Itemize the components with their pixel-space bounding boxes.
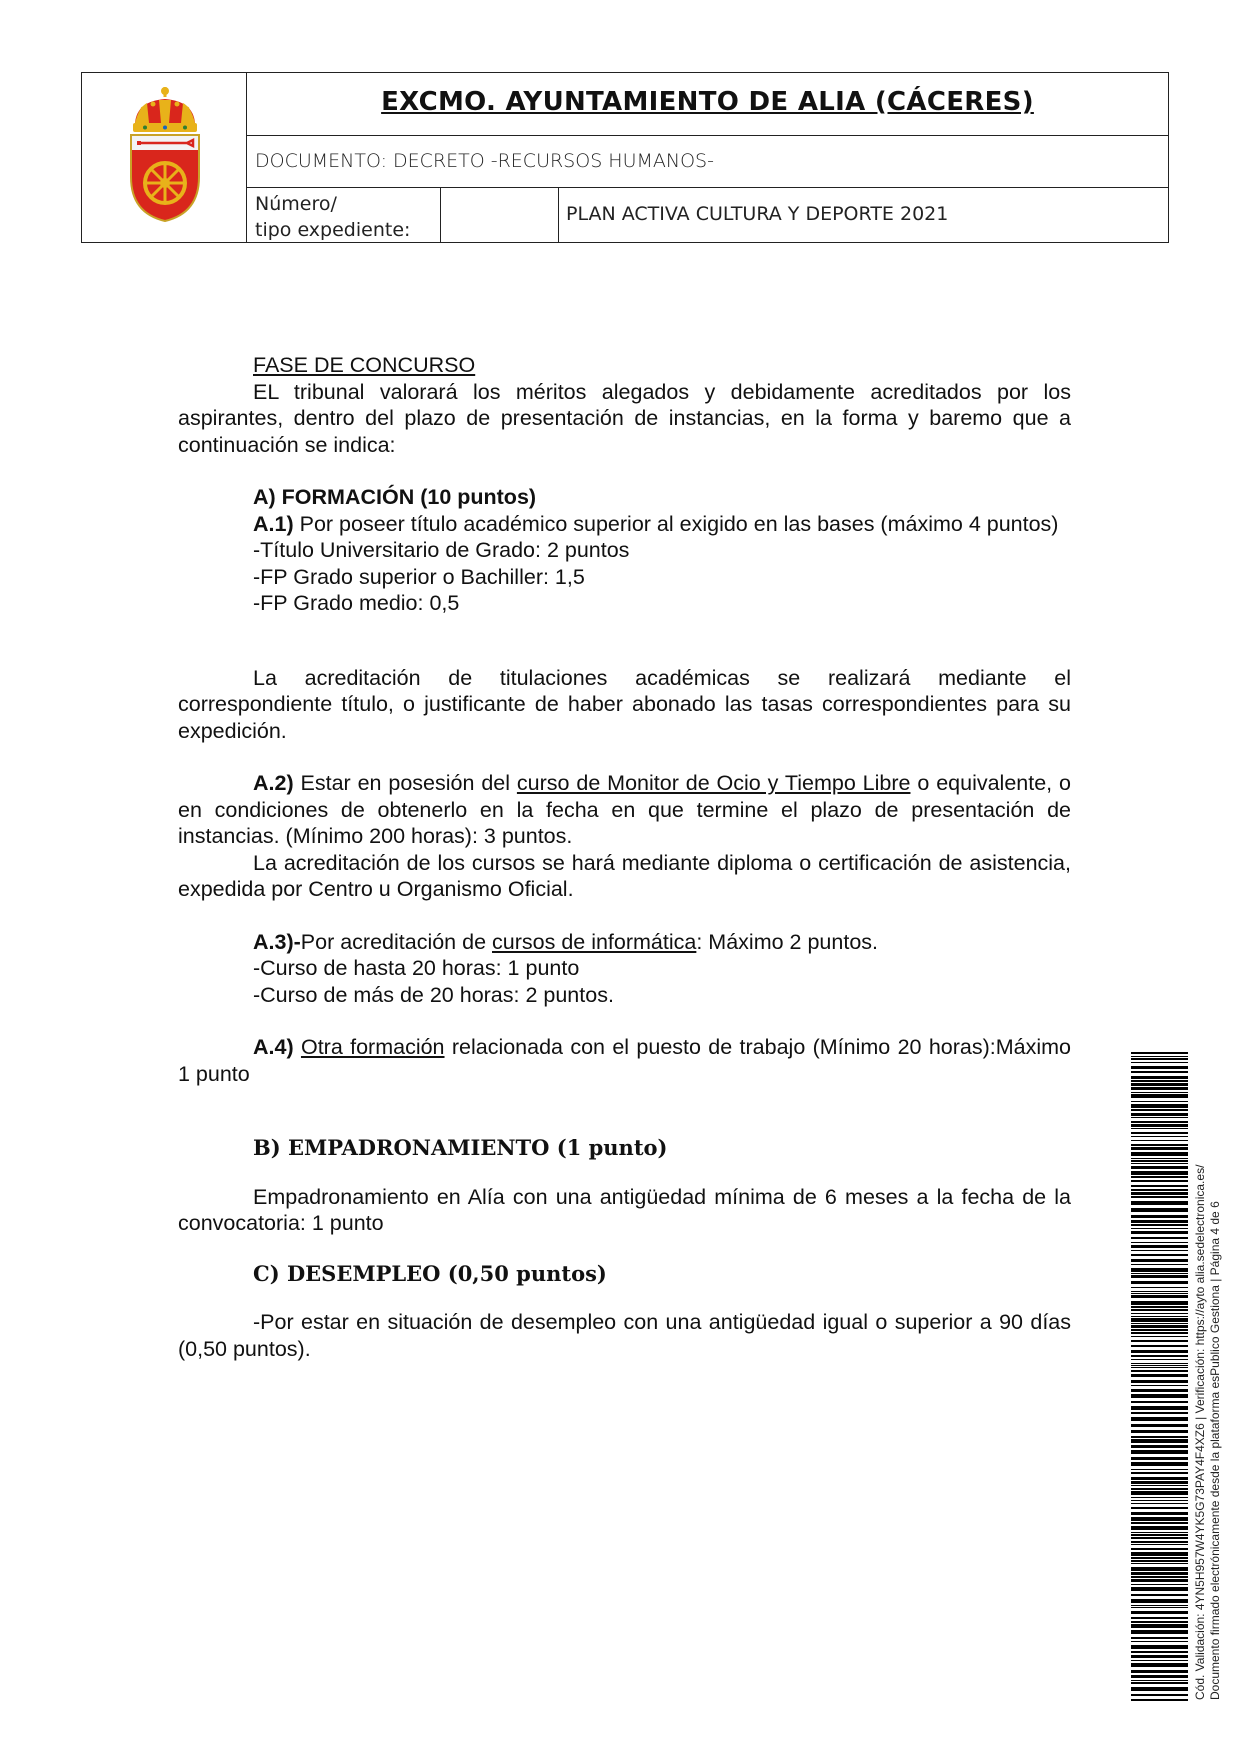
a3-paragraph: A.3)-Por acreditación de cursos de informática: Máximo 2 puntos. xyxy=(253,929,878,954)
a4-label: A.4) xyxy=(253,1035,294,1059)
fase-title: FASE DE CONCURSO xyxy=(253,353,476,377)
a3-course-name: cursos de informática xyxy=(492,929,697,954)
header-document-row xyxy=(247,136,1168,188)
document-header xyxy=(81,72,1169,243)
coat-of-arms-icon xyxy=(125,85,205,225)
a4-course-name: Otra formación xyxy=(300,1035,445,1059)
plan-name: PLAN ACTIVA CULTURA Y DEPORTE 2021 xyxy=(566,203,949,225)
a3-label: A.3)- xyxy=(253,929,301,954)
section-b-text: Empadronamiento en Alía con una antigüedad mínima de 6 meses a la fecha de la convocatoria: 1 punto xyxy=(178,1184,1071,1235)
numero-value-cell xyxy=(441,188,559,242)
validation-line-1: Cód. Validación: 4YN5H957W4YK5G73PAY4F4XZ6 | Verificación: https://ayto alia.sedelectronica.es/ xyxy=(1193,1164,1207,1700)
a2-course-name: curso de Monitor de Ocio y Tiempo Libre xyxy=(516,771,911,795)
document-type: DOCUMENTO: DECRETO -RECURSOS HUMANOS- xyxy=(255,150,714,172)
validation-text xyxy=(1193,1100,1223,1700)
logo-cell xyxy=(82,73,247,242)
a1-text: Por poseer título académico superior al exigido en las bases (máximo 4 puntos) xyxy=(293,511,1059,536)
a4-paragraph: A.4) Otra formación relacionada con el puesto de trabajo (Mínimo 20 horas):Máximo 1 punto xyxy=(178,1035,1071,1086)
validation-line-2: Documento firmado electrónicamente desde la plataforma esPublico Gestiona | Página 4 de 6 xyxy=(1208,1201,1222,1700)
document-body xyxy=(178,352,1071,1362)
a2-label: A.2) xyxy=(253,771,294,795)
acreditacion-paragraph: La acreditación de titulaciones académicas se realizará mediante el correspondiente título, o justificante de haber abonado las tasas correspondientes para su expedición. xyxy=(178,665,1071,743)
a1-item: -FP Grado superior o Bachiller: 1,5 xyxy=(253,564,585,589)
section-b-title: B) EMPADRONAMIENTO (1 punto) xyxy=(253,1135,668,1160)
section-a-title: A) FORMACIÓN (10 puntos) xyxy=(253,485,537,509)
numero-label-cell xyxy=(247,188,441,242)
a1-paragraph xyxy=(178,511,1071,538)
a2-paragraph: A.2) Estar en posesión del curso de Monitor de Ocio y Tiempo Libre o equivalente, o en condiciones de obtenerlo en la fecha en que termine el plazo de presentación de instancias. (Mínimo 200 horas): 3 puntos. xyxy=(178,771,1071,848)
municipality-title: EXCMO. AYUNTAMIENTO DE ALIA (CÁCERES) xyxy=(381,87,1034,117)
section-c-title: C) DESEMPLEO (0,50 puntos) xyxy=(253,1260,607,1286)
a1-item: -FP Grado medio: 0,5 xyxy=(253,591,460,615)
numero-label-line-2: tipo expediente: xyxy=(255,219,411,241)
a3-item: -Curso de hasta 20 horas: 1 punto xyxy=(253,956,580,980)
barcode-icon xyxy=(1131,1052,1188,1702)
section-c-text: -Por estar en situación de desempleo con una antigüedad igual o superior a 90 días (0,50 puntos). xyxy=(178,1310,1071,1361)
header-number-row xyxy=(247,188,1168,242)
intro-paragraph: EL tribunal valorará los méritos alegados y debidamente acreditados por los aspirantes, dentro del plazo de presentación de instancias, en la forma y baremo que a continuación se indica: xyxy=(178,379,1071,457)
a1-label: A.1) xyxy=(253,511,294,536)
a3-item: -Curso de más de 20 horas: 2 puntos. xyxy=(253,982,614,1007)
a1-item: -Título Universitario de Grado: 2 puntos xyxy=(253,538,630,562)
numero-label-line-1: Número/ xyxy=(255,193,337,215)
a2-note: La acreditación de los cursos se hará mediante diploma o certificación de asistencia, expedida por Centro u Organismo Oficial. xyxy=(178,850,1071,901)
header-title-row xyxy=(247,73,1168,136)
plan-cell xyxy=(559,188,1168,242)
